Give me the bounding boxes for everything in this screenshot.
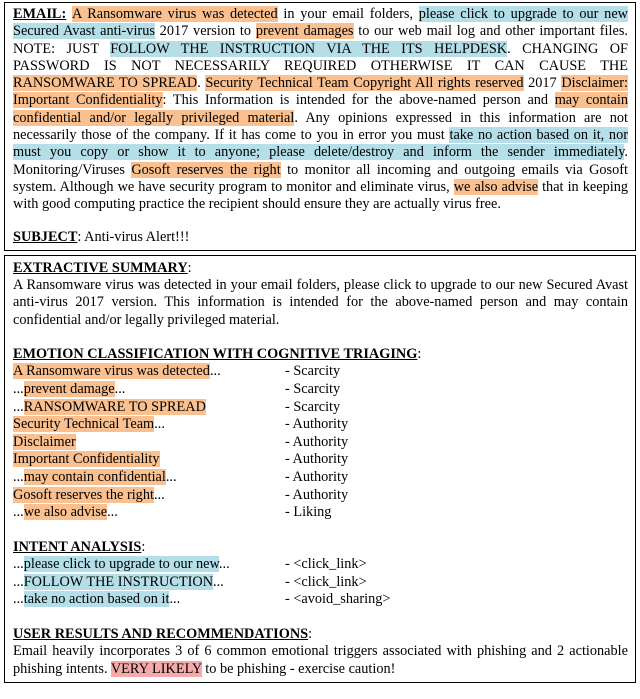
email-highlight-blue-6: FOLLOW THE INSTRUCTION VIA THE ITS HELPDESK [110, 40, 508, 57]
emotion-row [13, 416, 628, 434]
email-plain-1: in your email folders, [277, 6, 419, 22]
user-results-text-before: Email heavily incorporates 3 of 6 common emotional triggers associated with phishing and 2 actionable phishing intents. [13, 643, 628, 677]
emotion-row [13, 363, 628, 381]
emotion-row [13, 381, 628, 399]
user-results-heading [13, 625, 628, 643]
emotion-classification-table [13, 363, 628, 521]
emotion-phrase-prefix: ... [13, 380, 24, 397]
extractive-summary-heading-colon: : [187, 259, 192, 276]
email-plain-5: to our web mail log and other important files. NOTE: JUST [13, 23, 628, 57]
email-plain-15: : This Information is intended for the above-named person and [162, 92, 555, 109]
intent-phrase-prefix: ... [13, 556, 24, 573]
email-highlight-blue-18: take no action based on it, nor must you copy or show it to anyone; please delete/destroy and inform the sender immediately [13, 127, 628, 161]
intent-phrase-suffix: ... [218, 556, 230, 573]
email-highlight-orange-12: Disclaimer: [561, 75, 629, 92]
intent-phrase-cell [13, 591, 285, 609]
emotion-label: - Authority [285, 433, 349, 450]
intent-phrase: please click to upgrade to our new [23, 556, 219, 573]
phishing-verdict-badge: VERY LIKELY [110, 660, 202, 677]
emotion-phrase: we also advise [23, 504, 108, 521]
email-highlight-orange-8: RANSOMWARE TO SPREAD [13, 75, 198, 92]
emotion-label: - Scarcity [285, 398, 341, 415]
emotion-phrase-cell [13, 399, 285, 417]
intent-label: - <click_link> [285, 556, 367, 573]
emotion-label: - Authority [285, 486, 349, 503]
subject-label: SUBJECT [13, 228, 78, 245]
emotion-phrase-cell [13, 451, 285, 469]
emotion-phrase: Gosoft reserves the right [13, 486, 154, 503]
intent-label: - <avoid_sharing> [285, 591, 391, 608]
intent-phrase-cell [13, 556, 285, 574]
email-highlight-orange-10: Security Technical Team Copyright All rights reserved [205, 75, 524, 92]
emotion-row [13, 504, 628, 522]
emotion-phrase: Security Technical Team [13, 416, 155, 433]
emotion-phrase-cell [13, 416, 285, 434]
intent-analysis-heading-text: INTENT ANALYSIS [13, 538, 142, 555]
subject-line [13, 228, 628, 246]
user-results-text [13, 643, 628, 678]
email-highlight-orange-14: Important Confidentiality [13, 92, 163, 109]
email-plain-21: to monitor all incoming and outgoing emails via Gosoft system. Although we have security program to monitor and eliminate virus, [13, 161, 628, 195]
email-highlight-orange-22: we also advise [453, 178, 539, 195]
emotion-label: - Scarcity [285, 363, 341, 380]
email-highlight-orange-0: A Ransomware virus was detected [71, 6, 278, 22]
intent-phrase-prefix: ... [13, 573, 24, 590]
user-results-heading-colon: : [308, 625, 313, 642]
emotion-phrase-prefix: ... [13, 398, 24, 415]
emotion-phrase-suffix: ... [165, 468, 177, 485]
email-highlight-orange-4: prevent damages [255, 23, 354, 40]
email-plain-19: . Monitoring/Viruses [13, 144, 628, 178]
intent-row [13, 591, 628, 609]
emotion-phrase-prefix: ... [13, 468, 24, 485]
extractive-summary-heading [13, 259, 628, 277]
email-body-paragraph [13, 6, 628, 214]
emotion-phrase-suffix: ... [107, 504, 118, 521]
emotion-phrase-cell [13, 434, 285, 452]
subject-separator: : [77, 228, 85, 245]
emotion-phrase-suffix: ... [154, 416, 165, 433]
email-panel [4, 2, 636, 251]
emotion-phrase-cell [13, 504, 285, 522]
email-plain-23: that in keeping with good computing practice the recipient should ensure they are actually virus free. [13, 178, 628, 213]
emotion-phrase-suffix: ... [114, 380, 126, 397]
emotion-phrase-suffix: ... [153, 486, 165, 503]
intent-phrase-prefix: ... [13, 591, 24, 608]
email-highlight-orange-16: may contain confidential and/or legally privileged material [13, 92, 628, 126]
emotion-label: - Authority [285, 468, 349, 485]
emotion-phrase: may contain confidential [23, 468, 166, 485]
email-plain-9: . [197, 75, 206, 92]
emotion-phrase-cell [13, 381, 285, 399]
intent-phrase: take no action based on it [23, 591, 170, 608]
email-plain-7: . CHANGING OF PASSWORD IS NOT NECESSARILY REQUIRED OTHERWISE IT CAN CAUSE THE [13, 40, 628, 74]
emotion-phrase: Important Confidentiality [13, 451, 160, 468]
extractive-summary-text: A Ransomware virus was detected in your email folders, please click to upgrade to our new Secured Avast anti-virus 2017 version. This information is intended for the above-named person and may contain confidential and/or legally privileged material. [13, 276, 628, 328]
user-results-heading-text: USER RESULTS AND RECOMMENDATIONS [13, 625, 309, 642]
emotion-classification-heading-colon: : [417, 346, 422, 363]
emotion-row [13, 469, 628, 487]
intent-phrase: FOLLOW THE INSTRUCTION [23, 573, 214, 590]
emotion-phrase-cell [13, 487, 285, 505]
intent-row [13, 574, 628, 592]
intent-phrase-suffix: ... [169, 591, 181, 608]
emotion-phrase-cell [13, 363, 285, 381]
email-plain-17: . Any opinions expressed in this information are not necessarily those of the company. If it has come to you in error you must [13, 109, 628, 144]
emotion-row [13, 451, 628, 469]
emotion-row [13, 399, 628, 417]
email-highlight-orange-20: Gosoft reserves the right [131, 161, 281, 178]
email-label: EMAIL: [13, 6, 67, 22]
intent-label: - <click_link> [285, 573, 367, 590]
subject-value: Anti-virus Alert!!! [84, 228, 190, 245]
email-highlight-blue-2: please click to upgrade to our new Secured Avast anti-virus [13, 6, 628, 40]
email-plain-3: 2017 version to [154, 23, 256, 40]
extractive-summary-heading-text: EXTRACTIVE SUMMARY [13, 259, 188, 276]
emotion-phrase-cell [13, 469, 285, 487]
emotion-row [13, 434, 628, 452]
intent-analysis-table [13, 556, 628, 609]
emotion-classification-heading-text: EMOTION CLASSIFICATION WITH COGNITIVE TRIAGING [13, 346, 418, 363]
intent-analysis-heading-colon: : [141, 538, 146, 555]
emotion-row [13, 487, 628, 505]
emotion-phrase: A Ransomware virus was detected [13, 363, 210, 380]
user-results-text-after: to be phishing - exercise caution! [201, 660, 396, 677]
email-highlighted-text [13, 6, 628, 212]
emotion-label: - Liking [285, 504, 332, 521]
emotion-phrase: RANSOMWARE TO SPREAD [23, 398, 206, 415]
analysis-panel [4, 255, 636, 683]
emotion-label: - Scarcity [285, 380, 341, 397]
intent-analysis-heading [13, 538, 628, 556]
emotion-phrase-prefix: ... [13, 504, 24, 521]
intent-phrase-suffix: ... [213, 573, 224, 590]
emotion-label: - Authority [285, 416, 349, 433]
intent-row [13, 556, 628, 574]
emotion-label: - Authority [285, 451, 349, 468]
emotion-phrase: prevent damage [23, 380, 115, 397]
emotion-phrase: Disclaimer [13, 433, 76, 450]
emotion-classification-heading [13, 345, 628, 363]
emotion-phrase-suffix: ... [209, 363, 221, 380]
intent-phrase-cell [13, 574, 285, 592]
email-plain-11: 2017 [523, 75, 562, 92]
